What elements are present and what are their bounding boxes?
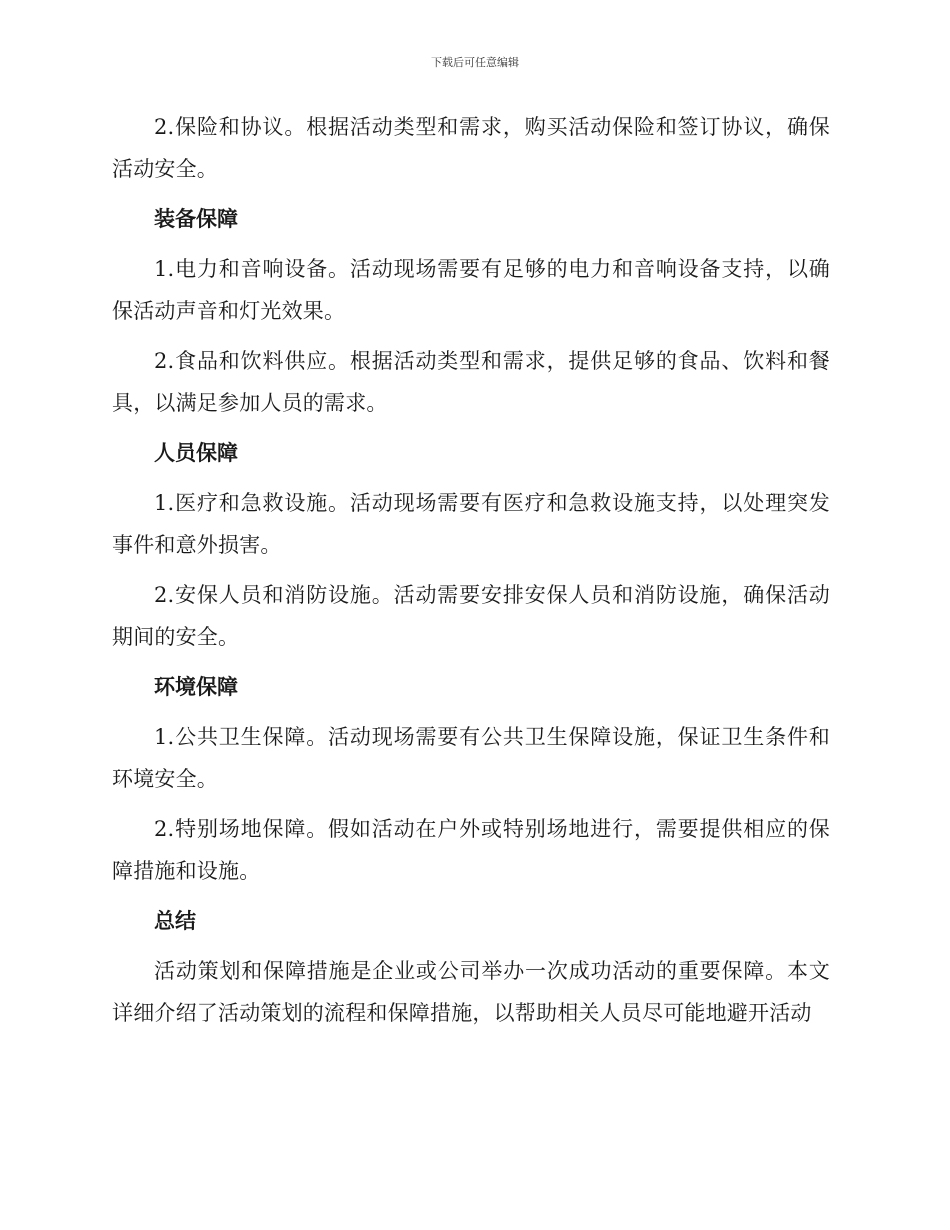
paragraph-summary: 活动策划和保障措施是企业或公司举办一次成功活动的重要保障。本文详细介绍了活动策划的流程和保障措施，以帮助相关人员尽可能地避开活动 xyxy=(112,959,830,1025)
paragraph-power-audio: 1.电力和音响设备。活动现场需要有足够的电力和音响设备支持，以确保活动声音和灯光效果。 xyxy=(112,257,830,323)
paragraph-medical: 1.医疗和急救设施。活动现场需要有医疗和急救设施支持，以处理突发事件和意外损害。 xyxy=(112,491,830,557)
section-heading-environment: 环境保障 xyxy=(154,675,238,699)
page-header: 下载后可任意编辑 xyxy=(431,56,519,69)
paragraph-food-drink: 2.食品和饮料供应。根据活动类型和需求，提供足够的食品、饮料和餐具，以满足参加人员的需求。 xyxy=(112,349,830,415)
paragraph-security: 2.安保人员和消防设施。活动需要安排安保人员和消防设施，确保活动期间的安全。 xyxy=(112,583,830,649)
section-heading-equipment: 装备保障 xyxy=(154,207,238,231)
document-body xyxy=(112,106,830,1042)
paragraph-special-venue: 2.特别场地保障。假如活动在户外或特别场地进行，需要提供相应的保障措施和设施。 xyxy=(112,817,830,883)
paragraph-insurance: 2.保险和协议。根据活动类型和需求，购买活动保险和签订协议，确保活动安全。 xyxy=(112,115,830,181)
section-heading-summary: 总结 xyxy=(154,909,196,933)
paragraph-public-health: 1.公共卫生保障。活动现场需要有公共卫生保障设施，保证卫生条件和环境安全。 xyxy=(112,725,830,791)
section-heading-personnel: 人员保障 xyxy=(154,441,238,465)
